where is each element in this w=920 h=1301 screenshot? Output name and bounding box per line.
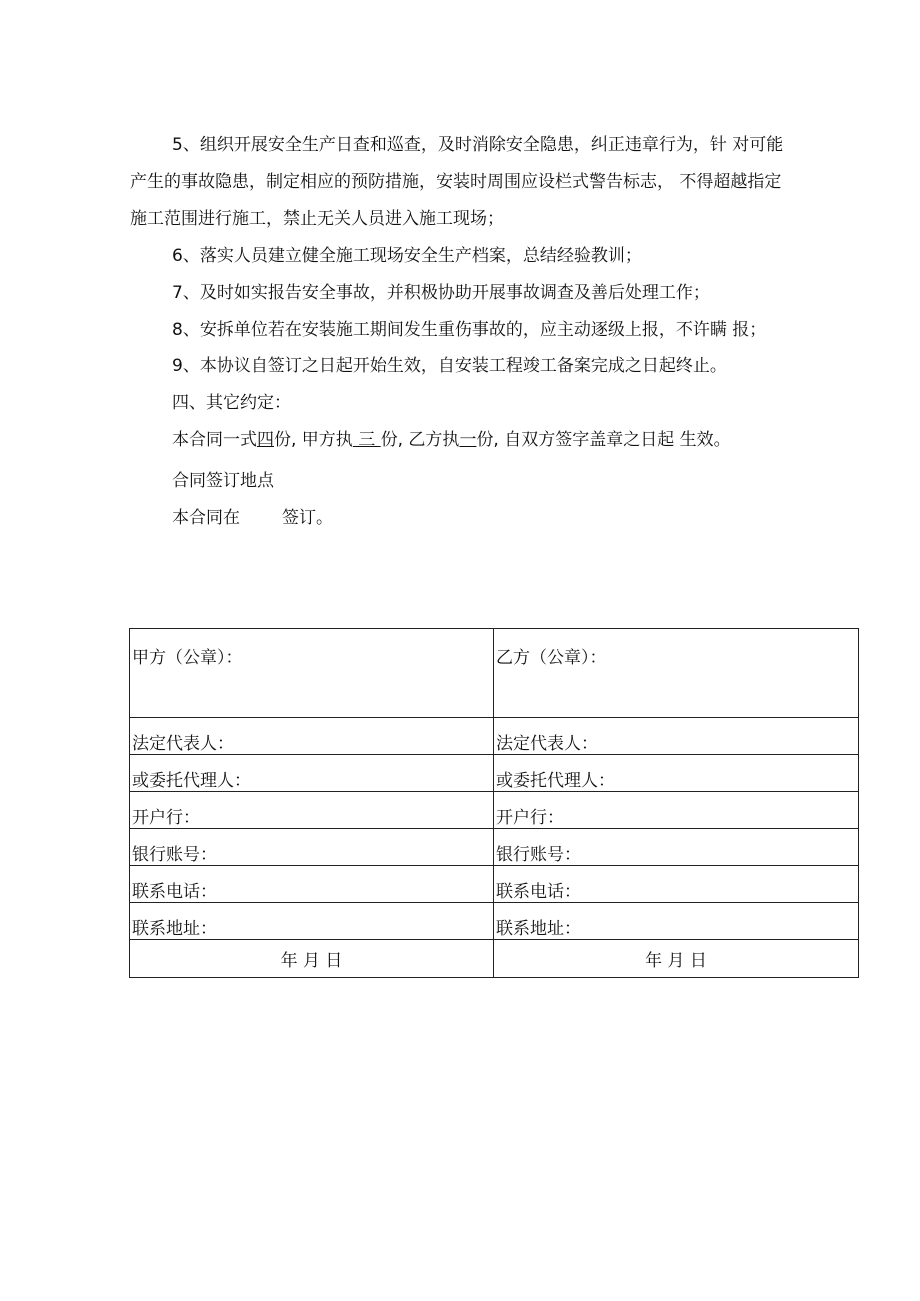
clause-6: 6、落实人员建立健全施工现场安全生产档案，总结经验教训； [172,246,642,266]
table-row [130,903,859,940]
clause-5-line-3: 施工范围进行施工，禁止无关人员进入施工现场； [130,209,504,229]
party-b-phone: 联系电话： [494,866,859,903]
party-b-account: 银行账号： [494,829,859,866]
signing-place-text-1: 本合同在 [172,508,240,528]
party-b-bank: 开户行： [494,792,859,829]
copies-party-b: 一 [459,430,477,450]
signing-place-heading: 合同签订地点 [172,471,274,491]
party-b-seal: 乙方（公章）： [494,629,859,718]
table-row [130,866,859,903]
party-b-date: 年 月 日 [494,940,859,978]
other-terms-heading: 四、其它约定： [172,393,291,413]
party-a-address: 联系地址： [130,903,494,940]
table-row [130,829,859,866]
signing-place-clause [172,508,333,528]
party-a-phone: 联系电话： [130,866,494,903]
clause-9: 9、本协议自签订之日起开始生效，自安装工程竣工备案完成之日起终止。 [172,356,727,376]
clause-7: 7、及时如实报告安全事故，并积极协助开展事故调查及善后处理工作； [172,283,710,303]
clause-5-line-2: 产生的事故隐患，制定相应的预防措施，安装时周围应设栏式警告标志， 不得超越指定 [130,172,782,192]
copies-total: 四 [257,430,274,450]
copies-text-1: 本合同一式 [172,430,257,450]
party-a-bank: 开户行： [130,792,494,829]
copies-party-a: 三 [352,430,381,450]
signature-table [129,628,859,978]
table-row [130,718,859,755]
party-b-legal-rep: 法定代表人： [494,718,859,755]
party-a-legal-rep: 法定代表人： [130,718,494,755]
party-b-address: 联系地址： [494,903,859,940]
party-b-agent: 或委托代理人： [494,755,859,792]
copies-text-3: 份, 乙方执 [380,430,460,450]
signing-place-text-2: 签订。 [282,508,333,528]
party-a-date: 年 月 日 [130,940,494,978]
date-row [130,940,859,978]
party-a-seal: 甲方（公章）： [130,629,494,718]
copies-text-4: 份, 自双方签字盖章之日起 生效。 [476,430,731,450]
clause-8: 8、安拆单位若在安装施工期间发生重伤事故的，应主动逐级上报，不许瞒 报； [172,320,767,340]
clause-5-line-1: 5、组织开展安全生产日查和巡查，及时消除安全隐患，纠正违章行为，针 对可能 [172,135,784,155]
copies-clause [172,430,731,450]
table-row [130,755,859,792]
copies-text-2: 份, 甲方执 [274,430,353,450]
party-header-row [130,629,859,718]
party-a-agent: 或委托代理人： [130,755,494,792]
party-a-account: 银行账号： [130,829,494,866]
table-row [130,792,859,829]
